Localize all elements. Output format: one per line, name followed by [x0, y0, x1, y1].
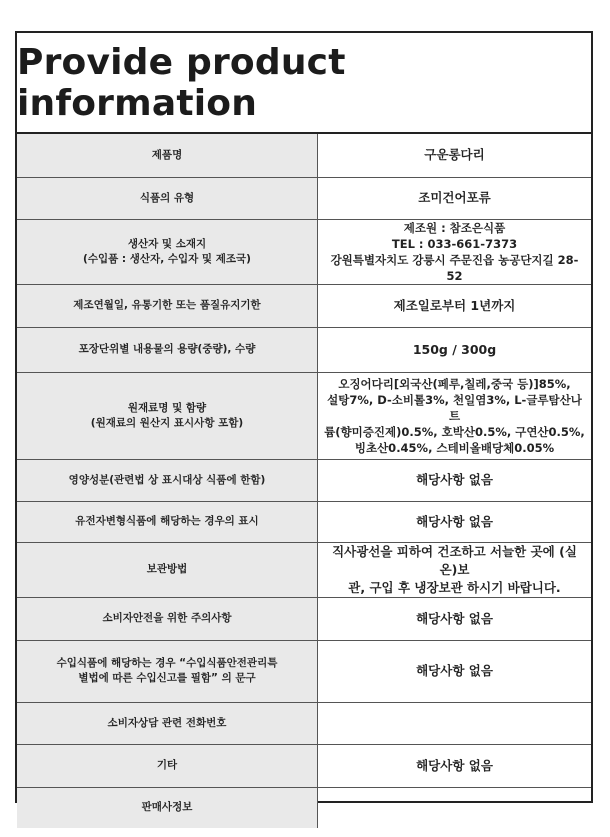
row-label-line: 식품의 유형 — [139, 191, 195, 204]
table-row — [17, 597, 591, 640]
row-value-line: 해당사항 없음 — [416, 610, 493, 626]
row-value — [318, 459, 592, 501]
row-label-line: 소비자상담 관련 전화번호 — [107, 716, 227, 729]
row-label-line: 소비자안전을 위한 주의사항 — [102, 612, 232, 624]
row-label-line: 생산자 및 소재지 — [127, 237, 207, 250]
row-label-line: 유전자변형식품에 해당하는 경우의 표시 — [75, 515, 259, 527]
row-value — [318, 640, 592, 702]
row-label-line: 판매사정보 — [141, 801, 193, 814]
row-value — [318, 501, 592, 542]
row-value-line: 직사광선을 피하여 건조하고 서늘한 곳에 (실온)보 — [332, 543, 577, 577]
row-value — [318, 542, 592, 597]
row-value-line: 제조원 : 참조은식품 — [403, 220, 506, 235]
row-label-line: 영양성분(관련법 상 표시대상 식품에 한함) — [68, 473, 266, 486]
row-label — [17, 640, 318, 702]
row-label-line: 포장단위별 내용물의 용량(중량), 수량 — [78, 343, 256, 355]
row-label-line: 보관방법 — [146, 563, 188, 575]
row-label-line: (원재료의 원산지 표시사항 포함) — [90, 416, 244, 429]
row-label — [17, 327, 318, 372]
row-value — [318, 372, 592, 459]
table-row — [17, 702, 591, 744]
row-label — [17, 459, 318, 501]
row-label-line: 원재료명 및 함량 — [127, 401, 207, 414]
row-value — [318, 219, 592, 284]
row-value — [318, 597, 592, 640]
row-value-line: 오징어다리[외국산(페루,칠레,중국 등)]85%, — [338, 376, 571, 391]
row-label — [17, 597, 318, 640]
row-label — [17, 787, 318, 828]
row-value-line: 제조일로부터 1년까지 — [393, 297, 516, 313]
table-row — [17, 640, 591, 702]
row-value — [318, 177, 592, 219]
row-label-line: 기타 — [156, 759, 178, 771]
row-label — [17, 702, 318, 744]
table-row — [17, 284, 591, 327]
product-info-table — [17, 134, 591, 828]
table-row — [17, 459, 591, 501]
row-value-line: 해당사항 없음 — [416, 472, 493, 487]
row-label — [17, 134, 318, 177]
row-label — [17, 501, 318, 542]
row-value — [318, 134, 592, 177]
row-label — [17, 219, 318, 284]
table-row — [17, 219, 591, 284]
row-value-line: 150g / 300g — [412, 341, 497, 357]
row-value-line: 해당사항 없음 — [416, 663, 493, 678]
row-label — [17, 372, 318, 459]
row-label-line: 제조연월일, 유통기한 또는 품질유지기한 — [73, 299, 261, 311]
row-value-line: 구운롱다리 — [424, 147, 485, 163]
row-value-line: TEL : 033-661-7373 — [391, 236, 518, 251]
table-row — [17, 787, 591, 828]
row-label — [17, 542, 318, 597]
row-label — [17, 284, 318, 327]
row-label-line: 제품명 — [151, 148, 183, 161]
row-value-line: 륨(향미증진제)0.5%, 호박산0.5%, 구연산0.5%, — [324, 424, 585, 439]
product-info-sheet — [15, 31, 593, 814]
row-value-line: 설탕7%, D-소비톨3%, 천일염3%, L-글루탐산나트 — [327, 392, 582, 423]
row-value — [318, 787, 592, 828]
row-value — [318, 744, 592, 787]
row-value-line: 해당사항 없음 — [416, 757, 493, 773]
row-label — [17, 744, 318, 787]
table-row — [17, 744, 591, 787]
row-value — [318, 702, 592, 744]
row-value-line: 관, 구입 후 냉장보관 하시기 바랍니다. — [348, 579, 561, 595]
table-row — [17, 501, 591, 542]
table-row — [17, 372, 591, 459]
table-row — [17, 134, 591, 177]
row-value — [318, 327, 592, 372]
row-value — [318, 284, 592, 327]
row-value-line: 해당사항 없음 — [416, 513, 493, 529]
row-value-line: 강원특별자치도 강릉시 주문진읍 농공단지길 28-52 — [330, 252, 579, 283]
row-value-line: 조미건어포류 — [418, 190, 491, 205]
row-label-line: (수입품 : 생산자, 수입자 및 제조국) — [83, 252, 251, 265]
table-row — [17, 177, 591, 219]
page-title: Provide product information — [17, 33, 591, 134]
table-row — [17, 327, 591, 372]
row-value-line: 빙초산0.45%, 스테비올배당체0.05% — [354, 440, 555, 455]
row-label-line: 수입식품에 해당하는 경우 “수입식품안전관리특 — [56, 657, 278, 669]
table-row — [17, 542, 591, 597]
row-label — [17, 177, 318, 219]
row-label-line: 별법에 따른 수입신고를 필함” 의 문구 — [78, 672, 256, 684]
